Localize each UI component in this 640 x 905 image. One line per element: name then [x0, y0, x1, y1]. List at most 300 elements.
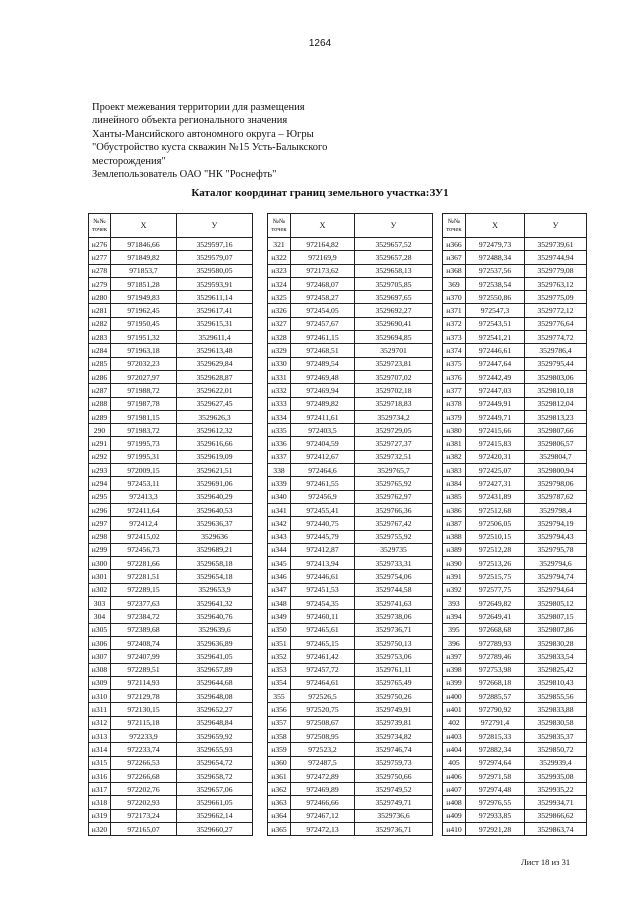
table-row	[443, 317, 587, 330]
table-row	[89, 317, 253, 330]
point-number-cell: н331	[268, 370, 291, 383]
y-coordinate-cell: 3529657,28	[355, 251, 433, 264]
table-row	[89, 543, 253, 556]
table-row	[89, 277, 253, 290]
point-number-cell: н279	[89, 277, 111, 290]
y-coordinate-cell: 3529794,64	[525, 583, 587, 596]
x-coordinate-cell: 972164,82	[291, 238, 355, 251]
point-number-cell: н286	[89, 370, 111, 383]
table-row	[443, 663, 587, 676]
table-row	[443, 277, 587, 290]
x-coordinate-cell: 972508,95	[291, 729, 355, 742]
y-coordinate-cell: 3529787,62	[525, 490, 587, 503]
point-number-cell: н365	[268, 823, 291, 836]
point-number-cell: н295	[89, 490, 111, 503]
table-row	[443, 570, 587, 583]
point-number-cell: н407	[443, 783, 466, 796]
x-coordinate-cell: 972543,51	[466, 317, 525, 330]
y-coordinate-cell: 3529825,42	[525, 663, 587, 676]
point-number-cell: н376	[443, 370, 466, 383]
x-coordinate-cell: 972389,68	[111, 623, 177, 636]
point-number-cell: н308	[89, 663, 111, 676]
table-row	[89, 663, 253, 676]
x-coordinate-cell: 972169,9	[291, 251, 355, 264]
point-number-cell: н278	[89, 264, 111, 277]
y-column-header: У	[177, 214, 253, 238]
y-coordinate-cell: 3529652,27	[177, 703, 253, 716]
table-row	[89, 703, 253, 716]
x-column-header: X	[291, 214, 355, 238]
y-coordinate-cell: 3529734,82	[355, 729, 433, 742]
x-coordinate-cell: 972460,11	[291, 610, 355, 623]
y-coordinate-cell: 3529736,71	[355, 823, 433, 836]
x-coordinate-cell: 972415,66	[466, 424, 525, 437]
point-number-cell: н351	[268, 636, 291, 649]
table-row	[268, 796, 433, 809]
point-number-cell: н305	[89, 623, 111, 636]
y-coordinate-cell: 3529657,52	[355, 238, 433, 251]
y-coordinate-cell: 3529617,41	[177, 304, 253, 317]
table-row	[443, 384, 587, 397]
table-row	[268, 357, 433, 370]
x-coordinate-cell: 972233,9	[111, 729, 177, 742]
y-coordinate-cell: 3529640,29	[177, 490, 253, 503]
point-number-cell: 290	[89, 424, 111, 437]
x-coordinate-cell: 972513,26	[466, 557, 525, 570]
y-coordinate-cell: 3529616,66	[177, 437, 253, 450]
table-row	[268, 623, 433, 636]
header-line: Ханты-Мансийского автономного округа – Югры	[92, 128, 314, 140]
x-coordinate-cell: 972506,05	[466, 517, 525, 530]
y-coordinate-cell: 3529767,42	[355, 517, 433, 530]
point-number-cell: н352	[268, 650, 291, 663]
x-coordinate-cell: 972668,18	[466, 676, 525, 689]
x-coordinate-cell: 972464,6	[291, 464, 355, 477]
point-number-cell: н334	[268, 410, 291, 423]
y-coordinate-cell: 3529641,32	[177, 597, 253, 610]
table-row	[89, 729, 253, 742]
x-coordinate-cell: 972512,68	[466, 503, 525, 516]
coordinates-table-2	[267, 213, 433, 836]
point-number-cell: н382	[443, 450, 466, 463]
table-row	[443, 331, 587, 344]
x-coordinate-cell: 972451,53	[291, 583, 355, 596]
y-column-header: У	[355, 214, 433, 238]
point-number-cell: н284	[89, 344, 111, 357]
table-row	[268, 477, 433, 490]
y-coordinate-cell: 3529795,44	[525, 357, 587, 370]
y-coordinate-cell: 3529776,64	[525, 317, 587, 330]
x-coordinate-cell: 972489,82	[291, 397, 355, 410]
y-coordinate-cell: 3529750,66	[355, 769, 433, 782]
y-coordinate-cell: 3529810,18	[525, 384, 587, 397]
y-coordinate-cell: 3529736,6	[355, 809, 433, 822]
table-row	[443, 690, 587, 703]
point-number-cell: н318	[89, 796, 111, 809]
point-number-cell: н377	[443, 384, 466, 397]
point-number-cell: 393	[443, 597, 466, 610]
table-header-row	[268, 214, 433, 238]
table-row	[443, 597, 587, 610]
y-coordinate-cell: 3529750,13	[355, 636, 433, 649]
y-coordinate-cell: 3529807,66	[525, 424, 587, 437]
point-number-cell: н347	[268, 583, 291, 596]
point-number-cell: н323	[268, 264, 291, 277]
point-number-cell: н310	[89, 690, 111, 703]
x-coordinate-cell: 972404,59	[291, 437, 355, 450]
point-number-cell: н317	[89, 783, 111, 796]
table-row	[268, 597, 433, 610]
x-coordinate-cell: 972427,31	[466, 477, 525, 490]
x-coordinate-cell: 972468,51	[291, 344, 355, 357]
y-coordinate-cell: 3529738,06	[355, 610, 433, 623]
x-coordinate-cell: 971949,83	[111, 291, 177, 304]
point-number-cell: н409	[443, 809, 466, 822]
x-coordinate-cell: 972447,64	[466, 357, 525, 370]
table-row	[89, 264, 253, 277]
header-line: Землепользователь ОАО "НК "Роснефть"	[92, 169, 277, 181]
table-row	[268, 783, 433, 796]
y-coordinate-cell: 3529655,93	[177, 743, 253, 756]
y-coordinate-cell: 3529579,07	[177, 251, 253, 264]
y-coordinate-cell: 3529658,13	[355, 264, 433, 277]
point-number-cell: н400	[443, 690, 466, 703]
point-number-cell: н344	[268, 543, 291, 556]
x-coordinate-cell: 972411,61	[291, 410, 355, 423]
y-coordinate-cell: 3529763,12	[525, 277, 587, 290]
y-coordinate-cell: 3529611,4	[177, 331, 253, 344]
point-number-cell: н319	[89, 809, 111, 822]
table-row	[89, 331, 253, 344]
y-coordinate-cell: 3529734,2	[355, 410, 433, 423]
y-coordinate-cell: 3529661,05	[177, 796, 253, 809]
y-coordinate-cell: 3529798,4	[525, 503, 587, 516]
x-coordinate-cell: 972515,75	[466, 570, 525, 583]
table-row	[89, 743, 253, 756]
y-coordinate-cell: 3529660,27	[177, 823, 253, 836]
table-row	[268, 384, 433, 397]
table-row	[89, 503, 253, 516]
x-coordinate-cell: 972789,46	[466, 650, 525, 663]
table-row	[443, 238, 587, 251]
y-coordinate-cell: 3529636,89	[177, 636, 253, 649]
table-row	[89, 610, 253, 623]
x-coordinate-cell: 972577,75	[466, 583, 525, 596]
y-coordinate-cell: 3529636,37	[177, 517, 253, 530]
x-coordinate-cell: 972173,24	[111, 809, 177, 822]
point-number-cell: н350	[268, 623, 291, 636]
point-number-cell: н285	[89, 357, 111, 370]
y-coordinate-cell: 3529765,92	[355, 477, 433, 490]
table-row	[89, 437, 253, 450]
point-number-cell: н392	[443, 583, 466, 596]
x-coordinate-cell: 972461,15	[291, 331, 355, 344]
x-coordinate-cell: 972469,89	[291, 783, 355, 796]
x-coordinate-cell: 972114,93	[111, 676, 177, 689]
table-row	[268, 251, 433, 264]
table-row	[89, 690, 253, 703]
x-coordinate-cell: 972129,78	[111, 690, 177, 703]
table-row	[443, 264, 587, 277]
table-row	[443, 823, 587, 836]
table-row	[443, 304, 587, 317]
table-row	[443, 650, 587, 663]
point-number-cell: н296	[89, 503, 111, 516]
x-coordinate-cell: 972446,61	[291, 570, 355, 583]
x-coordinate-cell: 972413,94	[291, 557, 355, 570]
y-coordinate-cell: 3529628,87	[177, 370, 253, 383]
point-number-cell: н299	[89, 543, 111, 556]
x-coordinate-cell: 972526,5	[291, 690, 355, 703]
point-number-cell: н358	[268, 729, 291, 742]
table-row	[89, 450, 253, 463]
table-row	[89, 783, 253, 796]
x-coordinate-cell: 972649,82	[466, 597, 525, 610]
y-coordinate-cell: 3529692,27	[355, 304, 433, 317]
point-number-cell: н302	[89, 583, 111, 596]
point-number-cell: н353	[268, 663, 291, 676]
point-number-cell: 303	[89, 597, 111, 610]
x-coordinate-cell: 972202,76	[111, 783, 177, 796]
point-number-cell: н298	[89, 530, 111, 543]
header-line: Проект межевания территории для размещения	[92, 102, 305, 113]
y-coordinate-cell: 3529765,49	[355, 676, 433, 689]
y-coordinate-cell: 3529641,05	[177, 650, 253, 663]
table-row	[89, 251, 253, 264]
table-row	[268, 450, 433, 463]
x-coordinate-cell: 972009,15	[111, 464, 177, 477]
table-row	[268, 264, 433, 277]
table-row	[443, 251, 587, 264]
table-row	[268, 517, 433, 530]
y-coordinate-cell: 3529705,85	[355, 277, 433, 290]
point-number-cell: н300	[89, 557, 111, 570]
y-coordinate-cell: 3529750,26	[355, 690, 433, 703]
x-coordinate-cell: 971851,28	[111, 277, 177, 290]
point-number-cell: 369	[443, 277, 466, 290]
point-number-cell: н379	[443, 410, 466, 423]
table-row	[89, 357, 253, 370]
table-row	[268, 823, 433, 836]
point-number-cell: н333	[268, 397, 291, 410]
table-row	[89, 716, 253, 729]
table-row	[443, 357, 587, 370]
point-number-cell: 321	[268, 238, 291, 251]
point-number-cell: н297	[89, 517, 111, 530]
y-coordinate-cell: 3529732,51	[355, 450, 433, 463]
y-coordinate-cell: 3529855,56	[525, 690, 587, 703]
table-row	[443, 437, 587, 450]
x-coordinate-cell: 972547,3	[466, 304, 525, 317]
table-row	[268, 769, 433, 782]
point-number-cell: н301	[89, 570, 111, 583]
y-coordinate-cell: 3529798,06	[525, 477, 587, 490]
y-coordinate-cell: 3529701	[355, 344, 433, 357]
table-row	[89, 530, 253, 543]
y-coordinate-cell: 3529749,91	[355, 703, 433, 716]
y-coordinate-cell: 3529657,89	[177, 663, 253, 676]
x-coordinate-cell: 972649,41	[466, 610, 525, 623]
point-number-cell: н356	[268, 703, 291, 716]
table-row	[443, 424, 587, 437]
table-row	[268, 663, 433, 676]
point-number-cell: н340	[268, 490, 291, 503]
table-row	[89, 636, 253, 649]
x-coordinate-cell: 971853,7	[111, 264, 177, 277]
x-coordinate-cell: 972472,13	[291, 823, 355, 836]
page-number: 1264	[308, 38, 332, 49]
x-coordinate-cell: 972408,74	[111, 636, 177, 649]
y-coordinate-cell: 3529690,41	[355, 317, 433, 330]
x-coordinate-cell: 972537,56	[466, 264, 525, 277]
table-row	[443, 490, 587, 503]
y-coordinate-cell: 3529775,09	[525, 291, 587, 304]
x-coordinate-cell: 972458,27	[291, 291, 355, 304]
y-coordinate-cell: 3529761,11	[355, 663, 433, 676]
x-coordinate-cell: 972454,35	[291, 597, 355, 610]
y-coordinate-cell: 3529597,16	[177, 238, 253, 251]
point-number-cell: н282	[89, 317, 111, 330]
x-coordinate-cell: 972538,54	[466, 277, 525, 290]
y-coordinate-cell: 3529850,72	[525, 743, 587, 756]
y-coordinate-cell: 3529723,81	[355, 357, 433, 370]
point-number-cell: н287	[89, 384, 111, 397]
table-row	[268, 530, 433, 543]
y-coordinate-cell: 3529659,92	[177, 729, 253, 742]
table-row	[268, 304, 433, 317]
x-coordinate-cell: 972456,9	[291, 490, 355, 503]
y-coordinate-cell: 3529619,09	[177, 450, 253, 463]
point-number-header: №№ точек	[268, 214, 291, 238]
table-row	[268, 690, 433, 703]
x-coordinate-cell: 972974,48	[466, 783, 525, 796]
table-row	[268, 716, 433, 729]
table-row	[268, 370, 433, 383]
x-coordinate-cell: 972550,86	[466, 291, 525, 304]
x-coordinate-cell: 972466,66	[291, 796, 355, 809]
point-number-cell: н374	[443, 344, 466, 357]
x-coordinate-cell: 972442,49	[466, 370, 525, 383]
y-coordinate-cell: 3529830,28	[525, 636, 587, 649]
table-row	[268, 490, 433, 503]
x-coordinate-cell: 972440,75	[291, 517, 355, 530]
table-row	[268, 410, 433, 423]
x-coordinate-cell: 972487,5	[291, 756, 355, 769]
table-row	[443, 530, 587, 543]
y-coordinate-cell: 3529611,14	[177, 291, 253, 304]
x-coordinate-cell: 972454,05	[291, 304, 355, 317]
x-coordinate-cell: 972115,18	[111, 716, 177, 729]
table-row	[268, 743, 433, 756]
point-number-cell: н306	[89, 636, 111, 649]
table-row	[89, 583, 253, 596]
y-coordinate-cell: 3529654,72	[177, 756, 253, 769]
point-number-cell: н389	[443, 543, 466, 556]
point-number-cell: н291	[89, 437, 111, 450]
x-coordinate-cell: 972472,89	[291, 769, 355, 782]
x-coordinate-cell: 972933,85	[466, 809, 525, 822]
table-row	[268, 729, 433, 742]
x-coordinate-cell: 972431,89	[466, 490, 525, 503]
y-coordinate-cell: 3529627,45	[177, 397, 253, 410]
point-number-cell: н359	[268, 743, 291, 756]
table-row	[89, 410, 253, 423]
table-row	[89, 517, 253, 530]
header-line: линейного объекта регионального значения	[92, 115, 288, 127]
x-coordinate-cell: 972233,74	[111, 743, 177, 756]
table-row	[268, 636, 433, 649]
x-coordinate-cell: 972377,63	[111, 597, 177, 610]
table-row	[443, 756, 587, 769]
catalog-title: Каталог координат границ земельного участка:ЗУ1	[191, 187, 449, 199]
y-coordinate-cell: 3529744,58	[355, 583, 433, 596]
y-coordinate-cell: 3529707,02	[355, 370, 433, 383]
y-coordinate-cell: 3529794,43	[525, 530, 587, 543]
point-number-cell: н311	[89, 703, 111, 716]
point-number-cell: н387	[443, 517, 466, 530]
point-number-cell: н309	[89, 676, 111, 689]
y-coordinate-cell: 3529807,86	[525, 623, 587, 636]
y-coordinate-cell: 3529654,18	[177, 570, 253, 583]
x-coordinate-cell: 972753,98	[466, 663, 525, 676]
table-row	[268, 317, 433, 330]
y-coordinate-cell: 3529935,22	[525, 783, 587, 796]
y-coordinate-cell: 3529935,08	[525, 769, 587, 782]
point-number-cell: н315	[89, 756, 111, 769]
point-number-cell: н381	[443, 437, 466, 450]
y-coordinate-cell: 3529658,18	[177, 557, 253, 570]
point-number-cell: 396	[443, 636, 466, 649]
table-row	[443, 477, 587, 490]
y-coordinate-cell: 3529739,61	[525, 238, 587, 251]
x-coordinate-cell: 972415,83	[466, 437, 525, 450]
point-number-cell: н326	[268, 304, 291, 317]
y-coordinate-cell: 3529754,06	[355, 570, 433, 583]
x-coordinate-cell: 972815,33	[466, 729, 525, 742]
table-row	[268, 650, 433, 663]
table-row	[89, 370, 253, 383]
y-coordinate-cell: 3529648,08	[177, 690, 253, 703]
y-coordinate-cell: 3529939,4	[525, 756, 587, 769]
point-number-cell: н399	[443, 676, 466, 689]
x-coordinate-cell: 972449,71	[466, 410, 525, 423]
x-coordinate-cell: 972508,67	[291, 716, 355, 729]
point-number-cell: н386	[443, 503, 466, 516]
x-coordinate-cell: 972789,93	[466, 636, 525, 649]
x-coordinate-cell: 972266,68	[111, 769, 177, 782]
y-coordinate-cell: 3529772,12	[525, 304, 587, 317]
table-row	[89, 238, 253, 251]
point-number-cell: н339	[268, 477, 291, 490]
x-coordinate-cell: 972882,34	[466, 743, 525, 756]
point-number-cell: 405	[443, 756, 466, 769]
x-coordinate-cell: 972384,72	[111, 610, 177, 623]
y-coordinate-cell: 3529794,19	[525, 517, 587, 530]
point-number-cell: н283	[89, 331, 111, 344]
point-number-cell: н380	[443, 424, 466, 437]
x-coordinate-cell: 972447,03	[466, 384, 525, 397]
header-line: месторождения"	[92, 155, 166, 167]
x-coordinate-cell: 971981,15	[111, 410, 177, 423]
x-coordinate-cell: 972281,66	[111, 557, 177, 570]
point-number-header: №№ точек	[89, 214, 111, 238]
table-row	[443, 729, 587, 742]
x-coordinate-cell: 971995,73	[111, 437, 177, 450]
y-coordinate-cell: 3529729,05	[355, 424, 433, 437]
y-coordinate-cell: 3529749,52	[355, 783, 433, 796]
coordinates-table-1	[88, 213, 253, 836]
table-row	[268, 583, 433, 596]
